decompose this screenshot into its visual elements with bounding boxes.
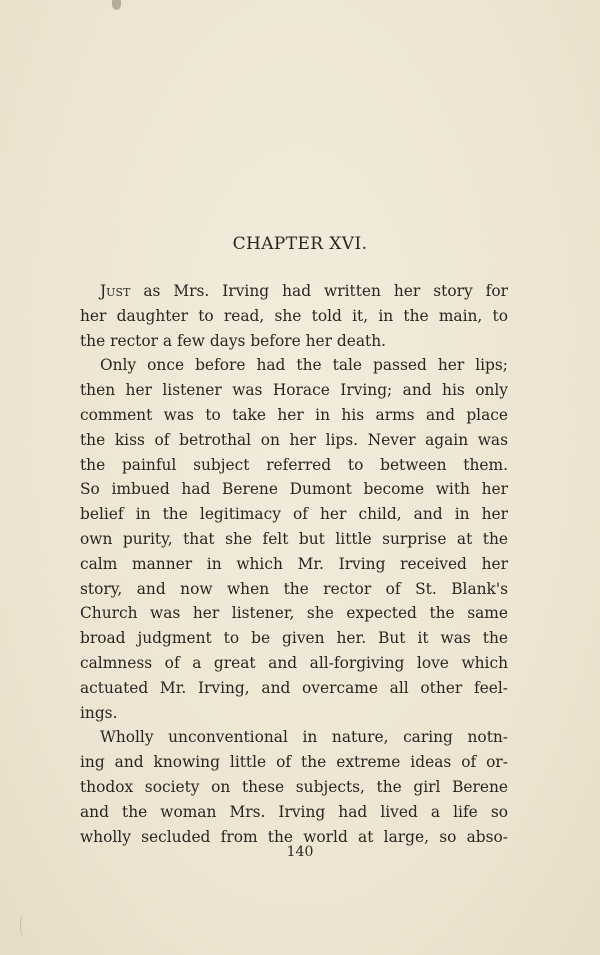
text-line: thodox society on these subjects, the girl Berene: [80, 777, 508, 796]
text-line: story, and now when the rector of St. Blank's: [80, 579, 508, 598]
text-line-rest: as Mrs. Irving had written her story for: [130, 282, 508, 300]
text-line: [80, 279, 508, 304]
text-line: calm manner in which Mr. Irving received her: [80, 554, 508, 573]
text-line: then her listener was Horace Irving; and his only: [80, 381, 508, 400]
text-line: Only once before had the tale passed her lips;: [100, 356, 508, 375]
text-line: comment was to take her in his arms and place: [80, 405, 508, 424]
margin-mark: [20, 915, 27, 937]
page-number: 140: [286, 844, 314, 860]
text-line: belief in the legitimacy of her child, and in her: [80, 505, 508, 524]
text-line: ing and knowing little of the extreme ideas of or-: [80, 753, 508, 772]
text-line: her daughter to read, she told it, in the main, to: [80, 306, 508, 325]
text-line: actuated Mr. Irving, and overcame all other feel-: [80, 678, 508, 697]
text-line: So imbued had Berene Dumont become with her: [80, 480, 508, 499]
lead-word: Just: [100, 282, 131, 300]
text-line: Wholly unconventional in nature, caring notn-: [100, 728, 508, 747]
page-speck: [112, 0, 121, 10]
text-line: broad judgment to be given her. But it was the: [80, 629, 508, 648]
text-line: calmness of a great and all-forgiving love which: [80, 653, 508, 672]
text-line: the kiss of betrothal on her lips. Never again was: [80, 430, 508, 449]
text-line: and the woman Mrs. Irving had lived a life so: [80, 802, 508, 821]
chapter-title: CHAPTER XVI.: [232, 234, 368, 254]
text-line: the painful subject referred to between them.: [80, 455, 508, 474]
body-text: [80, 279, 508, 849]
text-line: ings.: [80, 703, 118, 722]
text-line: own purity, that she felt but little surprise at the: [80, 529, 508, 548]
text-line: the rector a few days before her death.: [80, 331, 387, 350]
text-line: wholly secluded from the world at large, so abso-: [80, 827, 508, 846]
text-line: Church was her listener, she expected the same: [80, 604, 508, 623]
